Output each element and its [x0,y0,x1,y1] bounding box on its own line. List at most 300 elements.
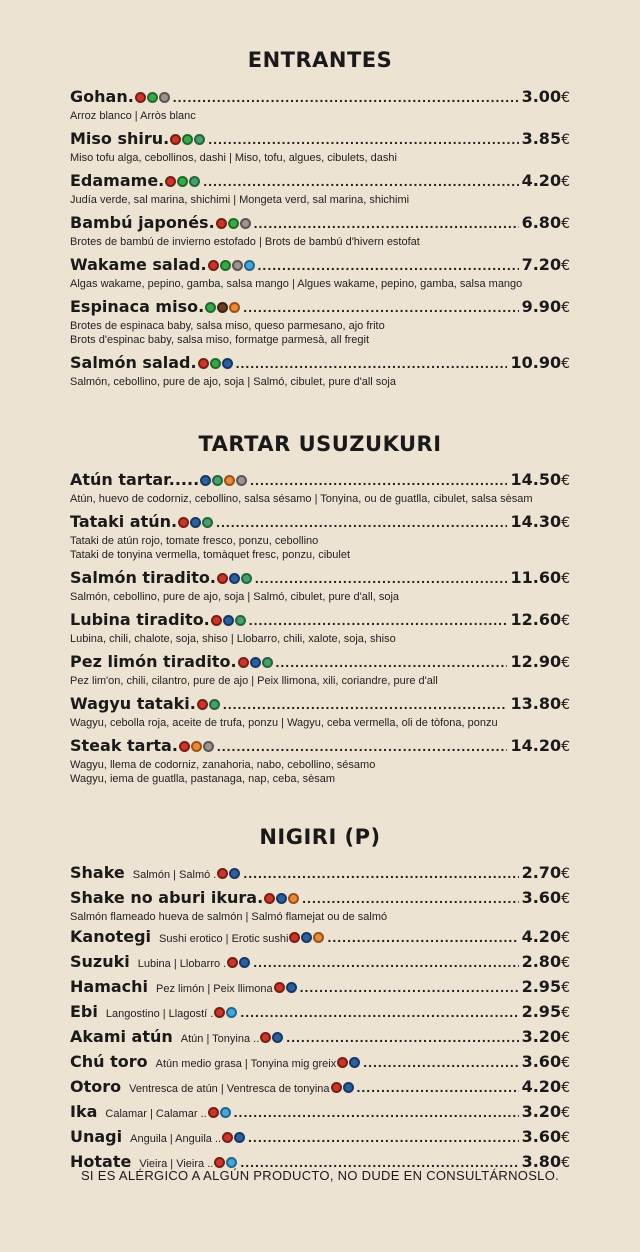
dish-price [522,213,570,232]
allergen-blue-icon [200,475,211,486]
allergen-red-icon [238,657,249,668]
allergen-red-icon [289,932,300,943]
allergen-icons [214,1007,237,1018]
allergen-teal-icon [241,573,252,584]
allergen-blue-icon [229,573,240,584]
dish-price [522,1077,570,1096]
dot-leader [327,929,518,945]
menu-item [70,255,570,291]
allergen-red-icon [260,1032,271,1043]
dot-leader [258,257,519,273]
price-value: 4.20 [521,171,562,190]
currency-symbol: € [561,90,570,106]
allergen-teal-icon [202,517,213,528]
price-value: 3.20 [521,1102,562,1121]
section-title: TARTAR USUZUKURI [198,432,442,456]
allergen-icons [200,475,247,486]
price-value: 13.80 [510,694,562,713]
allergen-red-icon [197,699,208,710]
allergen-icons [198,358,233,369]
dish-description: Wagyu, iema de guatlla, pastanaga, nap, ceba, sèsam [70,773,335,785]
dish-translation: Sushi erotico | Erotic sushi [159,933,289,945]
items-list [70,863,570,1174]
dot-leader [234,1104,519,1120]
allergen-icons [197,699,220,710]
allergen-orange-icon [229,302,240,313]
allergen-green-icon [182,134,193,145]
allergen-icons [289,932,324,943]
menu-item-line [70,1052,570,1074]
dish-description: Wagyu, cebolla roja, aceite de trufa, ponzu | Wagyu, ceba vermella, oli de tòfona, ponzu [70,717,498,729]
currency-symbol: € [561,258,570,274]
menu-item [70,694,570,730]
dish-name: Wagyu tataki. [70,694,196,713]
allergen-blue-icon [349,1057,360,1068]
allergen-blue-icon [343,1082,354,1093]
allergen-cyan-icon [226,1007,237,1018]
dish-name: Suzuki [70,952,130,971]
dot-leader [223,696,508,712]
dish-description: Lubina, chili, chalote, soja, shiso | Llobarro, chili, xalote, soja, shiso [70,633,396,645]
currency-symbol: € [561,613,570,629]
menu-item [70,977,570,999]
price-value: 2.70 [521,863,562,882]
menu-item [70,1027,570,1049]
menu-item [70,87,570,123]
menu-item-line [70,1027,570,1049]
items-list [70,470,570,786]
dot-leader [236,355,508,371]
menu-item-line [70,977,570,999]
menu-item [70,568,570,604]
allergen-icons [208,1107,231,1118]
currency-symbol: € [561,930,570,946]
menu-item-line [70,736,570,758]
menu-item [70,470,570,506]
dot-leader [255,570,508,586]
menu-item [70,888,570,924]
dish-translation: Langostino | Llagostí . [105,1008,214,1020]
dish-price [522,255,570,274]
allergen-icons [264,893,299,904]
currency-symbol: € [561,980,570,996]
currency-symbol: € [561,1080,570,1096]
dish-price [510,610,570,629]
price-value: 3.20 [521,1027,562,1046]
price-value: 12.60 [510,610,562,629]
dish-translation: Calamar | Calamar .. [105,1108,207,1120]
dot-leader [253,954,518,970]
dot-leader [249,612,508,628]
dot-leader [250,472,507,488]
allergen-grey-icon [236,475,247,486]
dish-price [522,1102,570,1121]
allergen-icons [217,868,240,879]
dish-description: Miso tofu alga, cebollinos, dashi | Miso, tofu, algues, cibulets, dashi [70,152,397,164]
price-value: 14.20 [510,736,562,755]
allergen-orange-icon [288,893,299,904]
section-title: NIGIRI (P) [259,825,381,849]
allergen-red-icon [274,982,285,993]
allergen-orange-icon [313,932,324,943]
allergen-red-icon [178,517,189,528]
menu-item-line [70,610,570,632]
allergen-icons [205,302,240,313]
price-value: 11.60 [510,568,562,587]
allergen-blue-icon [190,517,201,528]
menu-item [70,353,570,389]
dot-leader [203,173,518,189]
allergen-red-icon [170,134,181,145]
dish-name: Miso shiru. [70,129,170,148]
allergen-red-icon [208,260,219,271]
allergen-icons [238,657,273,668]
allergen-cyan-icon [244,260,255,271]
allergen-red-icon [217,868,228,879]
allergen-icons [211,615,246,626]
currency-symbol: € [561,216,570,232]
menu-item [70,1052,570,1074]
dish-price [510,736,570,755]
price-value: 6.80 [521,213,562,232]
currency-symbol: € [561,473,570,489]
allergen-red-icon [331,1082,342,1093]
dish-name: Hotate [70,1152,132,1171]
currency-symbol: € [561,515,570,531]
dish-name: Atún tartar..... [70,470,200,489]
allergen-icons [170,134,205,145]
allergen-red-icon [214,1157,225,1168]
dish-description: Tataki de atún rojo, tomate fresco, ponzu, cebollino [70,535,319,547]
section-tartar [70,432,570,792]
dish-name: Espinaca miso. [70,297,205,316]
allergen-teal-icon [209,699,220,710]
allergen-orange-icon [191,741,202,752]
allergen-grey-icon [203,741,214,752]
dish-name: Ebi [70,1002,98,1021]
section-nigiri [70,825,570,1177]
allergen-blue-icon [276,893,287,904]
dish-name: Salmón tiradito. [70,568,216,587]
dish-name: Steak tarta. [70,736,178,755]
currency-symbol: € [561,1155,570,1171]
menu-item [70,1002,570,1024]
dot-leader [357,1079,519,1095]
menu-item-line [70,863,570,885]
dot-leader [286,1029,518,1045]
dot-leader [243,299,518,315]
dot-leader [243,865,518,881]
dish-price [522,1002,570,1021]
allergen-blue-icon [222,358,233,369]
currency-symbol: € [561,1105,570,1121]
currency-symbol: € [561,1030,570,1046]
allergen-red-icon [211,615,222,626]
menu-item-line [70,1102,570,1124]
allergen-red-icon [227,957,238,968]
menu-item [70,129,570,165]
menu-item [70,652,570,688]
menu-item-line [70,1002,570,1024]
dish-description: Tataki de tonyina vermella, tomàquet fresc, ponzu, cibulet [70,549,351,561]
dish-name: Gohan. [70,87,134,106]
price-value: 12.90 [510,652,562,671]
allergen-icons [214,1157,237,1168]
allergen-green-icon [205,302,216,313]
dish-description: Brotes de bambú de invierno estofado | Brots de bambú d'hivern estofat [70,236,420,248]
menu-item [70,1127,570,1149]
dish-translation: Vieira | Vieira .. [139,1158,214,1170]
menu-item-line [70,129,570,151]
dish-name: Unagi [70,1127,123,1146]
dish-translation: Anguila | Anguila .. [130,1133,222,1145]
dish-price [522,1027,570,1046]
dish-description: Salmón, cebollino, pure de ajo, soja | Salmó, cibulet, pure d'all soja [70,376,396,388]
dish-translation: Salmón | Salmó . [132,869,217,881]
menu-item [70,512,570,562]
allergen-green-icon [220,260,231,271]
dot-leader [300,979,519,995]
currency-symbol: € [561,356,570,372]
dish-price [522,927,570,946]
allergen-teal-icon [262,657,273,668]
menu-item-line [70,568,570,590]
allergen-green-icon [147,92,158,103]
price-value: 3.60 [521,1127,562,1146]
dish-description: Algas wakame, pepino, gamba, salsa mango | Algues wakame, pepino, gamba, salsa mango [70,278,523,290]
price-value: 2.80 [521,952,562,971]
menu-item [70,610,570,646]
allergen-red-icon [208,1107,219,1118]
section-title: ENTRANTES [247,48,393,72]
dish-price [510,652,570,671]
allergen-brown-icon [217,302,228,313]
dot-leader [208,131,518,147]
currency-symbol: € [561,655,570,671]
price-value: 4.20 [521,927,562,946]
dish-price [522,129,570,148]
menu-item [70,736,570,786]
dot-leader [217,738,508,754]
menu-item-line [70,952,570,974]
allergen-grey-icon [159,92,170,103]
menu-item-line [70,888,570,910]
allergen-teal-icon [235,615,246,626]
currency-symbol: € [561,300,570,316]
allergen-blue-icon [223,615,234,626]
dot-leader [240,1004,518,1020]
allergen-teal-icon [212,475,223,486]
dish-name: Akami atún [70,1027,173,1046]
items-list [70,87,570,389]
allergen-icons [260,1032,283,1043]
dish-description: Arroz blanco | Arròs blanc [70,110,196,122]
dish-name: Hamachi [70,977,149,996]
dot-leader [216,514,507,530]
currency-symbol: € [561,1130,570,1146]
allergen-blue-icon [301,932,312,943]
dish-name: Edamame. [70,171,165,190]
dish-price [510,353,570,372]
allergen-icons [337,1057,360,1068]
dish-translation: Atún medio grasa | Tonyina mig greix [155,1058,337,1070]
allergen-icons [216,218,251,229]
dot-leader [302,890,518,906]
price-value: 14.50 [510,470,562,489]
allergen-icons [274,982,297,993]
menu-item [70,297,570,347]
section-entrantes [70,48,570,395]
menu-item [70,1102,570,1124]
dish-description: Wagyu, llema de codorniz, zanahoria, nabo, cebollino, sésamo [70,759,376,771]
allergen-icons [179,741,214,752]
currency-symbol: € [561,571,570,587]
dish-price [510,694,570,713]
currency-symbol: € [561,132,570,148]
dish-price [522,297,570,316]
allergen-red-icon [222,1132,233,1143]
dish-price [510,470,570,489]
dish-price [522,1127,570,1146]
allergen-green-icon [228,218,239,229]
menu-item-line [70,353,570,375]
allergen-green-icon [210,358,221,369]
allergen-red-icon [217,573,228,584]
allergen-icons [331,1082,354,1093]
allergen-icons [178,517,213,528]
allergen-cyan-icon [226,1157,237,1168]
price-value: 3.60 [521,888,562,907]
dish-description: Salmón flameado hueva de salmón | Salmó flamejat ou de salmó [70,911,388,923]
dish-name: Pez limón tiradito. [70,652,237,671]
menu-item-line [70,213,570,235]
menu-item-line [70,1127,570,1149]
allergen-icons [217,573,252,584]
allergen-blue-icon [234,1132,245,1143]
dish-price [522,863,570,882]
allergen-red-icon [179,741,190,752]
currency-symbol: € [561,174,570,190]
menu-item-line [70,255,570,277]
dish-name: Kanotegi [70,927,152,946]
price-value: 3.85 [521,129,562,148]
dish-name: Ika [70,1102,98,1121]
dot-leader [254,215,519,231]
allergen-red-icon [198,358,209,369]
allergen-icons [208,260,255,271]
menu-item-line [70,652,570,674]
dish-description: Atún, huevo de codorniz, cebollino, salsa sésamo | Tonyina, ou de guatlla, cibulet, salsa sèsam [70,493,533,505]
dish-name: Shake no aburi ikura. [70,888,264,907]
allergen-red-icon [165,176,176,187]
allergen-icons [135,92,170,103]
dish-name: Tataki atún. [70,512,178,531]
currency-symbol: € [561,891,570,907]
price-value: 3.60 [521,1052,562,1071]
menu-item-line [70,171,570,193]
menu-item-line [70,927,570,949]
menu-item-line [70,297,570,319]
dish-name: Chú toro [70,1052,148,1071]
price-value: 14.30 [510,512,562,531]
price-value: 2.95 [521,1002,562,1021]
allergen-icons [227,957,250,968]
dish-name: Wakame salad. [70,255,207,274]
menu-item [70,952,570,974]
dish-description: Brots d'espinac baby, salsa miso, formatge parmesà, all fregit [70,334,370,346]
allergen-orange-icon [224,475,235,486]
menu-item-line [70,470,570,492]
price-value: 3.80 [521,1152,562,1171]
allergen-grey-icon [232,260,243,271]
allergen-red-icon [264,893,275,904]
dish-description: Judía verde, sal marina, shichimi | Mongeta verd, sal marina, shichimi [70,194,410,206]
dish-price [522,1052,570,1071]
allergen-teal-icon [194,134,205,145]
allergen-blue-icon [286,982,297,993]
allergen-red-icon [337,1057,348,1068]
allergen-teal-icon [189,176,200,187]
currency-symbol: € [561,1055,570,1071]
dish-name: Shake [70,863,125,882]
currency-symbol: € [561,955,570,971]
allergen-red-icon [216,218,227,229]
dish-price [522,171,570,190]
dish-description: Pez lim'on, chili, cilantro, pure de ajo | Peix llimona, xili, coriandre, pure d'all [70,675,438,687]
menu-item-line [70,512,570,534]
allergen-grey-icon [240,218,251,229]
menu-item [70,213,570,249]
menu-item [70,927,570,949]
dot-leader [276,654,508,670]
price-value: 9.90 [521,297,562,316]
dish-price [510,568,570,587]
price-value: 4.20 [521,1077,562,1096]
allergy-notice: SI ES ALÉRGICO A ALGÚN PRODUCTO, NO DUDE EN CONSULTÁRNOSLO. [80,1168,560,1183]
allergen-blue-icon [229,868,240,879]
menu-item-line [70,694,570,716]
dish-price [522,977,570,996]
allergen-icons [165,176,200,187]
dish-name: Lubina tiradito. [70,610,210,629]
menu-item [70,863,570,885]
dish-price [510,512,570,531]
menu-item-line [70,1077,570,1099]
allergen-red-icon [214,1007,225,1018]
dot-leader [248,1129,519,1145]
allergen-blue-icon [250,657,261,668]
currency-symbol: € [561,866,570,882]
menu-item [70,1077,570,1099]
menu-item [70,171,570,207]
dish-translation: Lubina | Llobarro . [137,958,227,970]
allergen-icons [222,1132,245,1143]
dish-translation: Pez limón | Peix llimona [156,983,273,995]
currency-symbol: € [561,1005,570,1021]
dish-name: Otoro [70,1077,122,1096]
price-value: 2.95 [521,977,562,996]
price-value: 3.00 [521,87,562,106]
dish-translation: Ventresca de atún | Ventresca de tonyina [129,1083,330,1095]
allergen-cyan-icon [220,1107,231,1118]
currency-symbol: € [561,697,570,713]
price-value: 10.90 [510,353,562,372]
dish-price [522,87,570,106]
allergen-red-icon [135,92,146,103]
menu-item-line [70,87,570,109]
allergen-blue-icon [272,1032,283,1043]
currency-symbol: € [561,739,570,755]
